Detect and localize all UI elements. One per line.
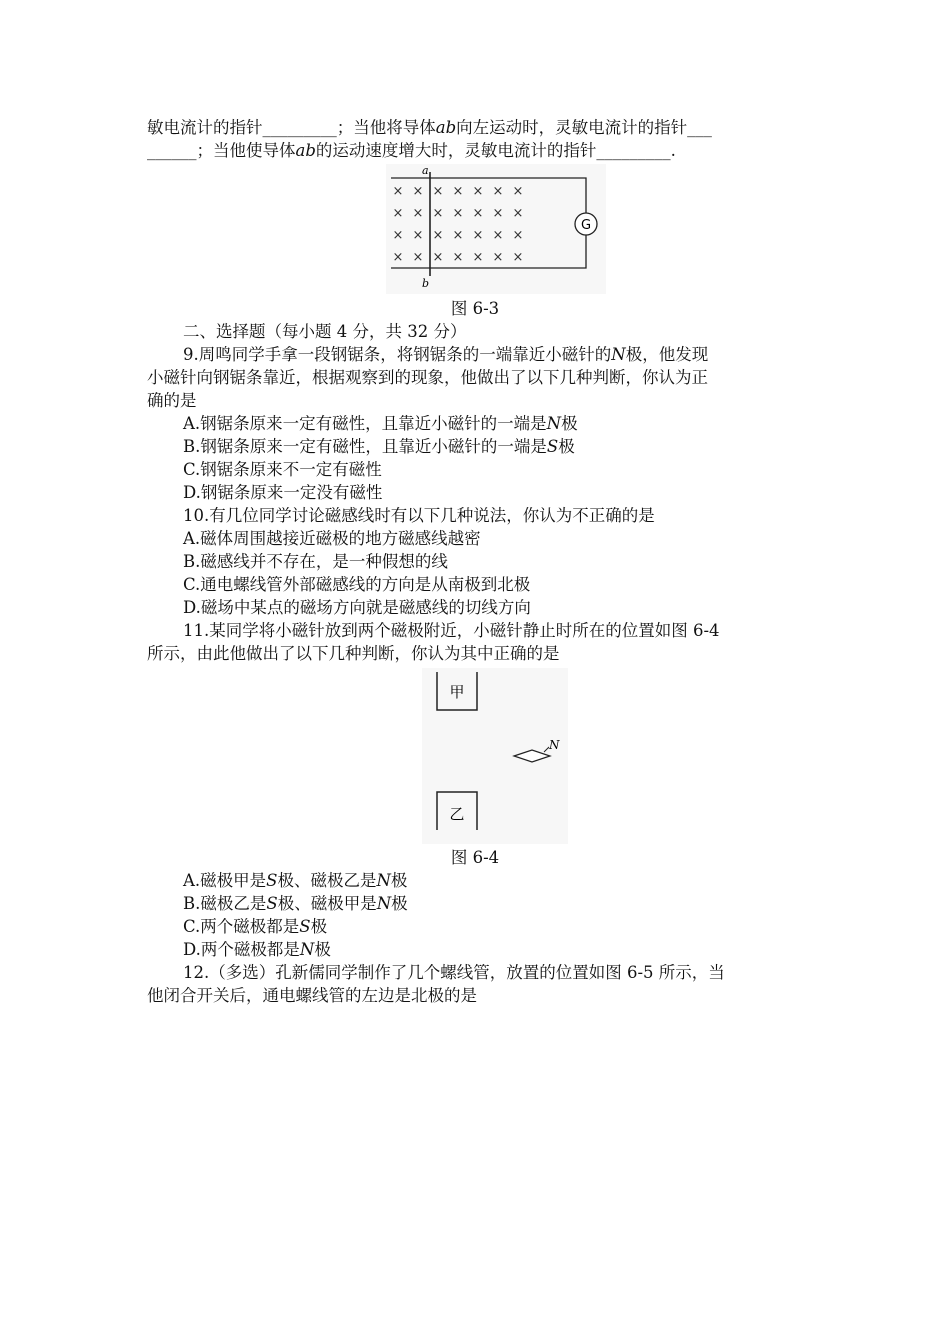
field-x-mark: × bbox=[452, 228, 464, 243]
q9-option-b: B.钢锯条原来一定有磁性，且靠近小磁针的一端是S极 bbox=[183, 437, 575, 456]
q11-option-d: D.两个磁极都是N极 bbox=[183, 940, 331, 959]
field-x-mark: × bbox=[392, 184, 404, 199]
field-x-mark: × bbox=[512, 206, 524, 221]
q9-option-c: C.钢锯条原来不一定有磁性 bbox=[183, 460, 382, 479]
field-x-mark: × bbox=[412, 206, 424, 221]
field-x-mark: × bbox=[452, 206, 464, 221]
field-x-mark: × bbox=[432, 250, 444, 265]
figure-6-4-caption: 图 6-4 bbox=[450, 848, 500, 867]
field-x-mark: × bbox=[392, 228, 404, 243]
field-x-mark: × bbox=[412, 228, 424, 243]
field-x-mark: × bbox=[452, 184, 464, 199]
field-x-mark: × bbox=[432, 228, 444, 243]
field-x-mark: × bbox=[472, 206, 484, 221]
q11-line-2: 所示，由此他做出了以下几种判断，你认为其中正确的是 bbox=[147, 644, 560, 663]
q12-line-2: 他闭合开关后，通电螺线管的左边是北极的是 bbox=[147, 986, 477, 1005]
point-a-label: a bbox=[422, 164, 429, 177]
q8-text-line-2: ______；当他使导体ab的运动速度增大时，灵敏电流计的指针_________. bbox=[147, 141, 676, 160]
field-x-mark: × bbox=[432, 184, 444, 199]
point-b-label: b bbox=[422, 277, 430, 290]
field-x-mark: × bbox=[392, 250, 404, 265]
field-x-mark: × bbox=[492, 228, 504, 243]
q9-option-a: A.钢锯条原来一定有磁性，且靠近小磁针的一端是N极 bbox=[183, 414, 578, 433]
figure-6-3-caption: 图 6-3 bbox=[450, 299, 500, 318]
q11-option-b: B.磁极乙是S极、磁极甲是N极 bbox=[183, 894, 408, 913]
field-x-mark: × bbox=[512, 184, 524, 199]
field-x-mark: × bbox=[472, 184, 484, 199]
q12-line-1: 12.（多选）孔新儒同学制作了几个螺线管，放置的位置如图 6-5 所示，当 bbox=[183, 963, 725, 982]
field-x-mark: × bbox=[472, 250, 484, 265]
field-x-mark: × bbox=[412, 250, 424, 265]
q9-line-3: 确的是 bbox=[147, 391, 197, 410]
q11-option-a: A.磁极甲是S极、磁极乙是N极 bbox=[183, 871, 408, 890]
q9-option-d: D.钢锯条原来一定没有磁性 bbox=[183, 483, 383, 502]
q11-option-c: C.两个磁极都是S极 bbox=[183, 917, 328, 936]
field-x-mark: × bbox=[452, 250, 464, 265]
field-x-mark: × bbox=[512, 228, 524, 243]
field-x-mark: × bbox=[412, 184, 424, 199]
q10-option-c: C.通电螺线管外部磁感线的方向是从南极到北极 bbox=[183, 575, 531, 594]
q8-text-line-1: 敏电流计的指针_________；当他将导体ab向左运动时，灵敏电流计的指针___ bbox=[147, 118, 712, 137]
q10-option-a: A.磁体周围越接近磁极的地方磁感线越密 bbox=[183, 529, 481, 548]
field-x-mark: × bbox=[512, 250, 524, 265]
field-x-mark: × bbox=[492, 184, 504, 199]
figure-6-4-magnetic-poles bbox=[422, 668, 568, 844]
galvanometer-label: G bbox=[580, 218, 592, 233]
pole-yi-label: 乙 bbox=[449, 805, 465, 823]
needle-north-label: N bbox=[549, 738, 560, 752]
field-x-mark: × bbox=[492, 250, 504, 265]
q10-option-d: D.磁场中某点的磁场方向就是磁感线的切线方向 bbox=[183, 598, 531, 617]
q10-line-1: 10.有几位同学讨论磁感线时有以下几种说法，你认为不正确的是 bbox=[183, 506, 655, 525]
field-x-mark: × bbox=[432, 206, 444, 221]
q11-line-1: 11.某同学将小磁针放到两个磁极附近，小磁针静止时所在的位置如图 6-4 bbox=[183, 621, 720, 640]
pole-jia-label: 甲 bbox=[449, 683, 465, 701]
q9-line-2: 小磁针向钢锯条靠近，根据观察到的现象，他做出了以下几种判断，你认为正 bbox=[147, 368, 708, 387]
field-x-mark: × bbox=[472, 228, 484, 243]
q9-line-1: 9.周鸣同学手拿一段钢锯条，将钢锯条的一端靠近小磁针的N极，他发现 bbox=[183, 345, 709, 364]
field-x-mark: × bbox=[392, 206, 404, 221]
figure-6-3-magnetic-field-circuit bbox=[386, 164, 606, 294]
q10-option-b: B.磁感线并不存在，是一种假想的线 bbox=[183, 552, 448, 571]
section-2-heading: 二、选择题（每小题 4 分，共 32 分） bbox=[183, 322, 467, 341]
field-x-mark: × bbox=[492, 206, 504, 221]
